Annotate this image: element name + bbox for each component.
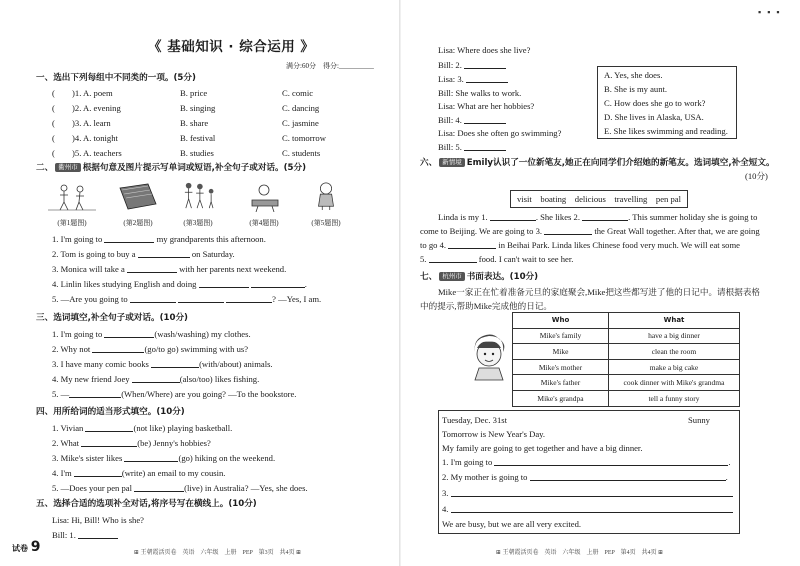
sec1-row1-b: B. price — [180, 88, 208, 98]
sec2-q2: 2. Tom is going to buy a on Saturday. — [52, 249, 235, 259]
dialog-line1: Lisa: Where does she live? — [438, 45, 531, 55]
sec6-title: 六、 新情境 Emily认识了一位新笔友,她正在向同学们介绍她的新笔友。选词填空,补全短文。 — [420, 158, 775, 168]
sec1-row5-b: B. studies — [180, 148, 214, 158]
footer-mark: 试卷 9 — [12, 539, 41, 555]
sec3-q4: 4. My new friend Joey (also/too) likes fishing. — [52, 374, 260, 384]
sec6-line2: come to Beijing. We are going to 3. the Great Wall together. After that, we are going — [420, 226, 760, 236]
diary-line4: 2. My mother is going to . — [442, 472, 728, 482]
region-badge: 衢州市 — [55, 163, 81, 172]
dialog-line5: Lisa: What are her hobbies? — [438, 101, 535, 111]
sec2-q1: 1. I'm going to my grandparents this afternoon. — [52, 234, 266, 244]
pic2-label: (第2题图) — [123, 219, 153, 227]
pic4-label: (第4题图) — [249, 219, 279, 227]
region-badge: 杭州市 — [439, 272, 465, 281]
sec4-q1: 1. Vivian (not like) playing basketball. — [52, 423, 233, 433]
diary-line3: 1. I'm going to . — [442, 457, 731, 467]
answer-blank[interactable] — [74, 469, 122, 477]
answer-blank[interactable] — [464, 116, 506, 124]
option-c: C. How does she go to work? — [604, 98, 706, 108]
answer-blank[interactable] — [78, 531, 118, 539]
diary-line5: 3. — [442, 488, 733, 499]
answer-blank[interactable] — [199, 280, 249, 288]
answer-blank[interactable] — [451, 505, 733, 513]
sec1-row2-c: C. dancing — [282, 103, 320, 113]
sec4-title: 四、用所给词的适当形式填空。(10分) — [36, 407, 185, 417]
sec6-line3: to go 4. in Beihai Park. Linda likes Chinese food very much. We will eat some — [420, 240, 740, 250]
sec2-q5: 5. —Are you going to ? —Yes, I am. — [52, 294, 322, 304]
picture-visit-grandparents — [46, 182, 98, 212]
mike-portrait — [463, 330, 515, 382]
sec1-row1-c: C. comic — [282, 88, 314, 98]
sec1-row3-num: ( )3. A. learn — [52, 118, 111, 128]
sec4-q2: 2. What (be) Jenny's hobbies? — [52, 438, 211, 448]
option-d: D. She lives in Alaska, USA. — [604, 112, 704, 122]
sec3-q1: 1. I'm going to (wash/washing) my clothes. — [52, 329, 251, 339]
sec7-intro-2: 中的提示,帮助Mike完成他的日记。 — [420, 301, 553, 311]
right-page — [400, 0, 800, 566]
picture-boy — [300, 180, 352, 210]
table-row: Mike's father cook dinner with Mike's grandma — [513, 375, 740, 391]
sec1-row3-c: C. jasmine — [282, 118, 319, 128]
dialog-line8: Bill: 5. — [438, 142, 506, 153]
score-line: 满分:60分 得分:__________ — [286, 62, 374, 70]
answer-blank[interactable] — [127, 265, 177, 273]
pic5-label: (第5题图) — [311, 219, 341, 227]
sec5-line2: Bill: 1. — [52, 530, 118, 541]
word-bank: visit boating delicious travelling pen pal — [510, 190, 688, 208]
plan-table — [512, 312, 740, 407]
sec1-row2-b: B. singing — [180, 103, 216, 113]
sec5-title: 五、选择合适的选项补全对话,将序号写在横线上。(10分) — [36, 499, 257, 509]
table-row: Mike's family have a big dinner — [513, 328, 740, 344]
page-title: 《 基础知识 · 综合运用 》 — [148, 39, 315, 55]
diary-line1: Tomorrow is New Year's Day. — [442, 429, 546, 439]
sec4-q3: 3. Mike's sister likes (go) hiking on the weekend. — [52, 453, 276, 463]
sec3-q2: 2. Why not (go/to go) swimming with us? — [52, 344, 249, 354]
picture-book — [112, 182, 164, 212]
sec1-row4-num: ( )4. A. tonight — [52, 133, 118, 143]
sec6-line1: Linda is my 1. . She likes 2. . This summer holiday she is going to — [438, 212, 758, 222]
answer-blank[interactable] — [130, 295, 176, 303]
answer-blank[interactable] — [85, 424, 133, 432]
answer-blank[interactable] — [582, 213, 628, 221]
sec1-row5-c: C. students — [282, 148, 321, 158]
answer-blank[interactable] — [138, 250, 190, 258]
dialog-line6: Bill: 4. — [438, 115, 506, 126]
sec3-q3: 3. I have many comic books (with/about) animals. — [52, 359, 273, 369]
sec1-row1-num: ( )1. A. poem — [52, 88, 113, 98]
answer-blank[interactable] — [530, 473, 726, 481]
sec7-intro-1: Mike一家正在忙着准备元旦的家庭聚会,Mike把这些都写进了他的日记中。请根据表格 — [438, 287, 761, 297]
sec2-q3: 3. Monica will take a with her parents next weekend. — [52, 264, 287, 274]
corner-marks: ▪▪▪ — [758, 7, 786, 17]
answer-blank[interactable] — [81, 439, 137, 447]
footer-left-text: ⊞ 王朝霞活页卷 英语 六年级 上册 PEP 第3页 共4页 ⊞ — [134, 550, 302, 556]
footer-right-text: ⊞ 王朝霞活页卷 英语 六年级 上册 PEP 第4页 共4页 ⊞ — [496, 550, 664, 556]
pic3-label: (第3题图) — [183, 219, 213, 227]
answer-blank[interactable] — [251, 280, 305, 288]
answer-blank[interactable] — [490, 213, 536, 221]
table-row: Mike's mother make a big cake — [513, 359, 740, 375]
sec1-title: 一、选出下列每组中不同类的一项。(5分) — [36, 73, 196, 83]
answer-blank[interactable] — [69, 390, 121, 398]
pic1-label: (第1题图) — [57, 219, 87, 227]
sec6-points: (10分) — [745, 171, 768, 181]
sec2-q4: 4. Linlin likes studying English and doing . — [52, 279, 307, 289]
answer-blank[interactable] — [226, 295, 272, 303]
diary-date: Tuesday, Dec. 31st — [442, 415, 508, 425]
answer-blank[interactable] — [466, 75, 508, 83]
answer-blank[interactable] — [104, 330, 154, 338]
dialog-line7: Lisa: Does she often go swimming? — [438, 128, 562, 138]
option-a: A. Yes, she does. — [604, 70, 663, 80]
answer-blank[interactable] — [134, 484, 184, 492]
dialog-line3: Lisa: 3. — [438, 74, 508, 85]
answer-blank[interactable] — [448, 241, 496, 249]
answer-blank[interactable] — [494, 458, 728, 466]
answer-blank[interactable] — [132, 375, 180, 383]
answer-blank[interactable] — [104, 235, 154, 243]
table-header-what: What — [609, 313, 740, 329]
dialog-line2: Bill: 2. — [438, 60, 506, 71]
answer-blank[interactable] — [464, 143, 506, 151]
sec1-row4-b: B. festival — [180, 133, 216, 143]
table-header-who: Who — [513, 313, 609, 329]
table-row: Mike clean the room — [513, 344, 740, 360]
answer-blank[interactable] — [544, 227, 592, 235]
diary-line7: We are busy, but we are all very excited. — [442, 519, 582, 529]
dialog-line4: Bill: She walks to work. — [438, 88, 522, 98]
sec2-title: 二、 衢州市 根据句意及图片提示写单词或短语,补全句子或对话。(5分) — [36, 163, 307, 173]
sec3-title: 三、选词填空,补全句子或对话。(10分) — [36, 313, 188, 323]
picture-homework — [238, 182, 290, 212]
new-situation-badge: 新情境 — [439, 158, 465, 167]
diary-line2: My family are going to get together and have a big dinner. — [442, 443, 643, 453]
sec1-row4-c: C. tomorrow — [282, 133, 326, 143]
sec6-line4: 5. food. I can't wait to see her. — [420, 254, 574, 264]
sec4-q5: 5. —Does your pen pal (live) in Australia? —Yes, she does. — [52, 483, 308, 493]
option-e: E. She likes swimming and reading. — [604, 126, 728, 136]
sec5-line1: Lisa: Hi, Bill! Who is she? — [52, 515, 144, 525]
sec4-q4: 4. I'm (write) an email to my cousin. — [52, 468, 226, 478]
answer-blank[interactable] — [178, 295, 224, 303]
answer-blank[interactable] — [92, 345, 144, 353]
sec7-title: 七、 杭州市 书面表达。(10分) — [420, 272, 539, 282]
table-row: Mike's grandpa tell a funny story — [513, 390, 740, 406]
picture-trip — [172, 180, 224, 210]
answer-blank[interactable] — [464, 61, 506, 69]
sec1-row5-num: ( )5. A. teachers — [52, 148, 122, 158]
answer-blank[interactable] — [429, 255, 477, 263]
option-b: B. She is my aunt. — [604, 84, 668, 94]
diary-weather: Sunny — [688, 415, 710, 425]
answer-blank[interactable] — [151, 360, 199, 368]
answer-blank[interactable] — [451, 489, 733, 497]
sec3-q5: 5. — (When/Where) are you going? —To the bookstore. — [52, 389, 297, 399]
diary-line6: 4. — [442, 504, 733, 515]
sec1-row2-num: ( )2. A. evening — [52, 103, 121, 113]
answer-blank[interactable] — [124, 454, 178, 462]
sec1-row3-b: B. share — [180, 118, 209, 128]
